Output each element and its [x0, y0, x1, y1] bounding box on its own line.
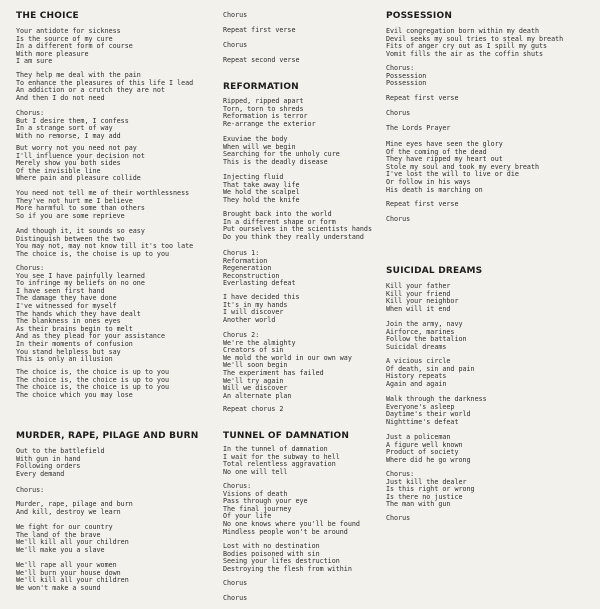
lyric-stanza: Repeat second verse	[223, 56, 300, 64]
lyric-stanza: Chorus: Just kill the dealer Is this right or wrong Is there no justice The man with gun	[386, 470, 475, 509]
song-title-suicidal-dreams: SUICIDAL DREAMS	[386, 266, 483, 276]
lyric-stanza: We fight for our country The land of the brave We'll kill all your children We'll make you a slave	[16, 523, 129, 554]
lyric-stanza: Mine eyes have seen the glory Of the coming of the dead They have ripped my heart out Stole my soul and took my every breath I've lost the will to live or die Or follow in his ways His death is marching on	[386, 140, 539, 194]
lyric-stanza: Chorus	[223, 594, 248, 602]
lyric-stanza: Brought back into the world In a different shape or form Put ourselves in the scientists hands Do you think they really understand	[223, 210, 372, 241]
lyric-stanza: Kill your father Kill your friend Kill your neighbor When will it end	[386, 282, 459, 313]
lyric-stanza: Repeat first verse	[386, 200, 459, 208]
lyric-stanza: Chorus: Possession Possession	[386, 64, 427, 88]
lyric-stanza: Injecting fluid That take away life We hold the scalpel They hold the knife	[223, 173, 300, 204]
lyric-stanza: Chorus:	[16, 486, 45, 494]
lyric-stanza: And though it, it sounds so easy Distinguish between the two You may not, may not know till it's too late The choice is, the choise is up to you	[16, 227, 194, 258]
lyric-stanza: Repeat chorus 2	[223, 405, 284, 413]
lyric-stanza: Exuviae the body When will we begin Searching for the unholy cure This is the deadly disease	[223, 135, 340, 166]
lyric-stanza: A vicious circle Of death, sin and pain History repeats Again and again	[386, 357, 475, 388]
lyric-stanza: Just a policeman A figure well known Product of society Where did he go wrong	[386, 433, 471, 464]
lyric-stanza: Chorus 1: Reformation Regeneration Reconstruction Everlasting defeat	[223, 249, 296, 288]
lyric-stanza: Lost with no destination Bodies poisoned with sin Seeing your lifes destruction Destroying the flesh from within	[223, 542, 352, 573]
lyric-stanza: Chorus	[223, 11, 248, 19]
lyric-stanza: Ripped, ripped apart Torn, torn to shreds Reformation is terror Re-arrange the exterior	[223, 97, 316, 128]
song-title-the-choice: THE CHOICE	[16, 11, 79, 21]
lyric-stanza: Chorus	[386, 215, 411, 223]
lyric-stanza: I have decided this It's in my hands I will discover Another world	[223, 293, 300, 324]
lyric-stanza: We'll rape all your women We'll burn your house down We'll kill all your children We won't make a sound	[16, 561, 129, 592]
lyric-stanza: Chorus: You see I have painfully learned To infringe my beliefs on no one I have seen first hand The damage they have done I've witnessed for myself The hands which they have dealt The blankness in ones eyes As their brains begin to melt And as they plead for your assistance In their moments of confusion You stand helpless but say This is only an illusion	[16, 264, 165, 364]
lyric-stanza: Chorus: But I desire them, I confess In a strange sort of way With no remorse, I may add	[16, 109, 129, 140]
lyric-stanza: They help me deal with the pain To enhance the pleasures of this life I lead An addiction or a crutch they are not And then I do not need	[16, 71, 194, 102]
lyric-stanza: Walk through the darkness Everyone's asleep Daytime's their world Nighttime's defeat	[386, 395, 487, 426]
song-title-murder-rape: MURDER, RAPE, PILAGE AND BURN	[16, 431, 199, 441]
lyric-stanza: But worry not you need not pay I'll influence your decision not Merely show you both sides Of the invisible line Where pain and pleasure collide	[16, 144, 145, 183]
lyric-stanza: Chorus	[386, 514, 411, 522]
lyric-stanza: Evil congregation born within my death Devil seeks my soul tries to steal my breath Fits of anger cry out as I spill my guts Vomit fills the air as the coffin shuts	[386, 27, 564, 58]
lyric-stanza: The Lords Prayer	[386, 124, 451, 132]
lyric-stanza: Chorus	[386, 109, 411, 117]
lyric-stanza: The choice is, the choice is up to you The choice is, the choice is up to you The choice is, the choice is up to you The choice which you may lose	[16, 368, 169, 399]
lyric-stanza: In the tunnel of damnation I wait for the subway to hell Total relentless aggravation No one will tell	[223, 445, 340, 476]
lyric-stanza: Repeat first verse	[223, 26, 296, 34]
lyric-stanza: Chorus: Visions of death Pass through your eye The final journey Of your life No one knows where you'll be found Mindless people won't be around	[223, 482, 360, 536]
song-title-tunnel-of-damnation: TUNNEL OF DAMNATION	[223, 431, 350, 441]
lyric-stanza: Chorus	[223, 579, 248, 587]
lyric-stanza: Your antidote for sickness Is the source of my cure In a different form of course With more pleasure I am sure	[16, 27, 133, 66]
song-title-possession: POSSESSION	[386, 11, 453, 21]
lyric-stanza: Out to the battlefield With gun in hand Following orders Every demand	[16, 447, 105, 478]
lyric-stanza: Chorus	[223, 41, 248, 49]
lyric-stanza: Chorus 2: We're the almighty Creators of sin We mold the world in our own way We'll soon begin The experiment has failed We'll try again Will we discover An alternate plan	[223, 331, 352, 400]
song-title-reformation: REFORMATION	[223, 82, 299, 92]
lyric-stanza: Murder, rape, pilage and burn And kill, destroy we learn	[16, 500, 133, 516]
lyric-stanza: Repeat first verse	[386, 94, 459, 102]
lyric-stanza: You need not tell me of their worthlessness They've not hurt me I believe More harmful to some than others So if you are some reprieve	[16, 189, 190, 220]
lyric-stanza: Join the army, navy Airforce, marines Follow the battalion Suicidal dreams	[386, 320, 467, 351]
